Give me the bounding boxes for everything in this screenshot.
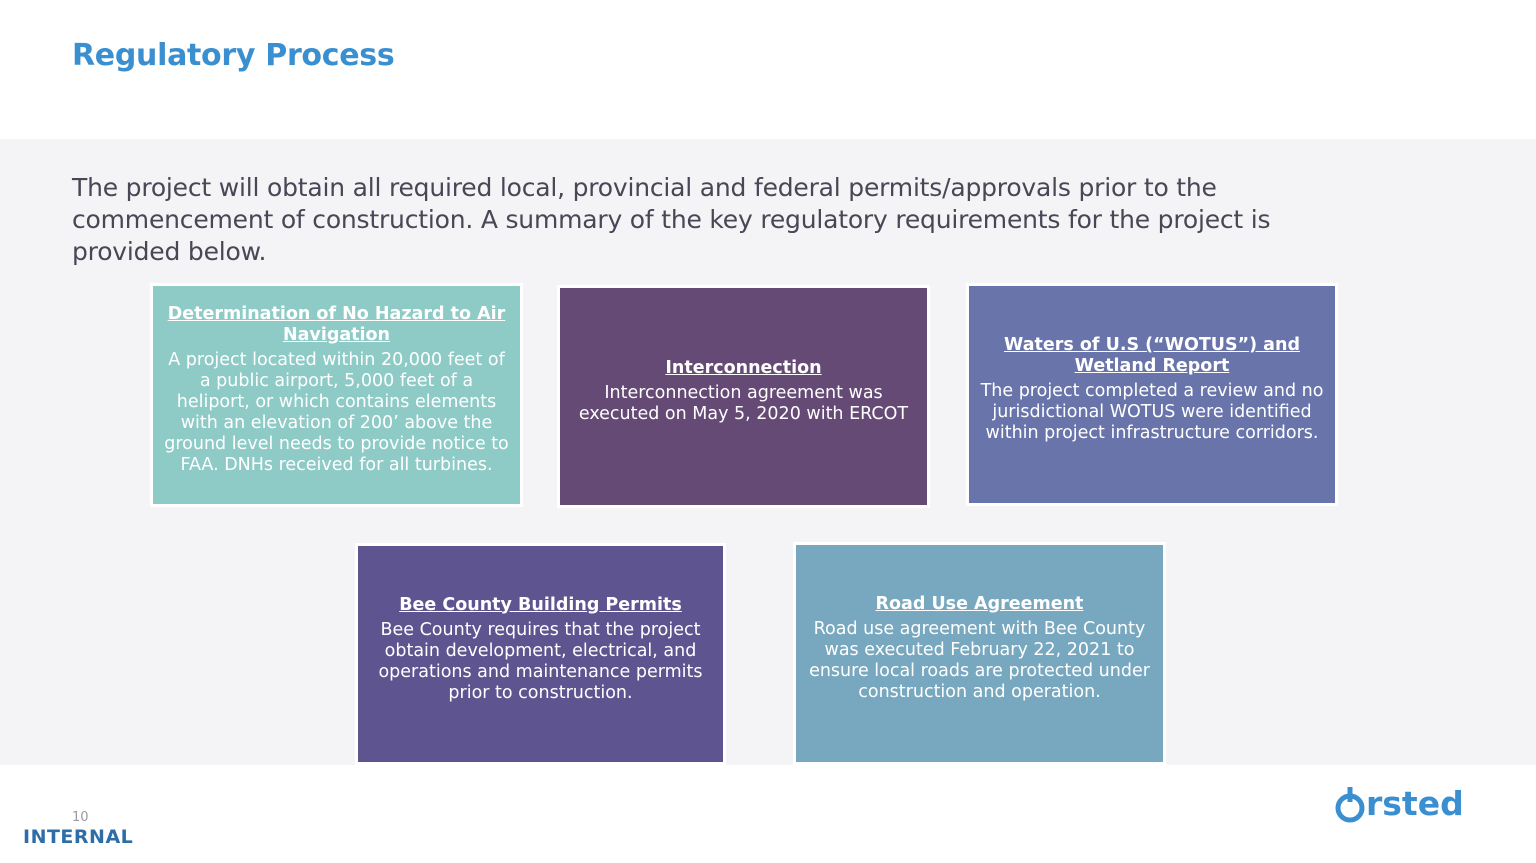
card-body: Interconnection agreement was executed on May 5, 2020 with ERCOT	[578, 383, 909, 424]
orsted-o-logo-icon	[1334, 784, 1366, 824]
orsted-logo	[1334, 784, 1464, 824]
card-bee-county-permits	[355, 543, 726, 765]
card-body: Road use agreement with Bee County was executed February 22, 2021 to ensure local roads are protected under construction and operation.	[809, 619, 1150, 702]
card-body: Bee County requires that the project obtain development, electrical, and operations and maintenance permits prior to construction.	[378, 619, 703, 703]
card-body: A project located within 20,000 feet of a public airport, 5,000 feet of a heliport, or which contains elements with an elevation of 200’ above the ground level needs to provide notice to FAA. DNHs received for all turbines.	[164, 350, 509, 475]
card-title: Bee County Building Permits	[399, 594, 682, 615]
card-interconnection	[557, 285, 930, 508]
slide-title: Regulatory Process	[72, 38, 395, 73]
intro-paragraph: The project will obtain all required local, provincial and federal permits/approvals prior to the commencement of construction. A summary of the key regulatory requirements for the project is provided below.	[72, 173, 1271, 266]
card-title: Waters of U.S (“WOTUS”) and Wetland Report	[1004, 335, 1300, 376]
classification-label: INTERNAL	[23, 826, 134, 848]
card-title: Road Use Agreement	[875, 594, 1084, 614]
page-number: 10	[72, 810, 89, 825]
logo-wordmark: rsted	[1366, 784, 1464, 823]
card-road-use-agreement	[793, 542, 1166, 765]
card-faa-determination	[150, 283, 523, 507]
card-body: The project completed a review and no jurisdictional WOTUS were identified within project infrastructure corridors.	[980, 381, 1324, 443]
card-title: Interconnection	[665, 358, 822, 378]
card-wotus-wetland	[966, 283, 1338, 506]
card-title: Determination of No Hazard to Air Navigation	[167, 304, 506, 345]
